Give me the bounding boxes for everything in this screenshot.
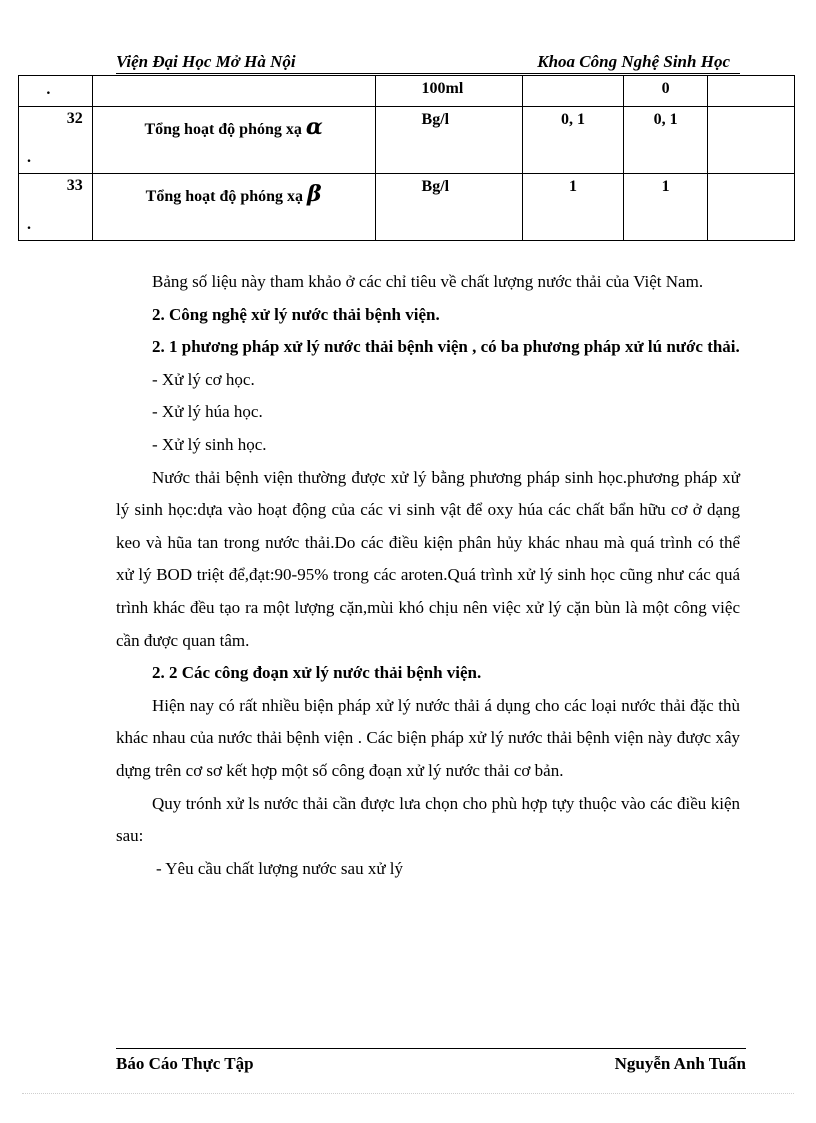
- table-cell-name: [92, 174, 375, 241]
- table-row: [19, 107, 795, 174]
- table-cell-extra: [708, 107, 795, 174]
- unit-value: 100ml: [421, 80, 464, 97]
- section-heading-2-2: 2. 2 Các công đoạn xử lý nước thải bệnh viện.: [152, 663, 482, 683]
- table-cell-value-1: [523, 107, 624, 174]
- table-cell-value-2: [623, 76, 708, 107]
- table-cell-value-1: [523, 76, 624, 107]
- unit-value: Bg/l: [421, 178, 450, 195]
- alpha-symbol: α: [305, 114, 323, 140]
- value-1: 0, 1: [560, 111, 585, 128]
- table-cell-value-1: [523, 174, 624, 241]
- table-cell-unit: [375, 174, 523, 241]
- list-item: - Yêu cầu chất lượng nước sau xử lý: [156, 858, 404, 878]
- value-1: 1: [568, 178, 577, 195]
- header-institute: Viện Đại Học Mở Hà Nội: [116, 52, 296, 71]
- paragraph-intro: Bảng số liệu này tham khảo ở các chỉ tiêu về chất lượng nước thải của Việt Nam.: [152, 272, 704, 291]
- table-cell-stt: [19, 76, 93, 107]
- table-cell-value-2: [623, 107, 708, 174]
- table-cell-stt: [19, 107, 93, 174]
- table-cell-unit: [375, 76, 523, 107]
- paragraph-biological: Nước thải bệnh viện thường được xử lý bằng phương pháp sinh học.phương pháp xử lý sinh học:dựa vào hoạt động của các vi sinh vật để oxy húa các chất bẩn hữu cơ ở dạng keo và hũa tan trong nước thải.Do các điều kiện phân hủy khác nhau mà quá trình có thể xử lý BOD triệt để,đạt:90-95% trong các aroten.Quá trình xử lý sinh học cũng như các quá trình khác đều tạo ra một lượng cặn,mùi khó chịu nên việc xử lý cặn bùn là một công việc cần được quan tâm.: [116, 467, 740, 650]
- paragraph-process: Quy trónh xử ls nước thải cần được lưa chọn cho phù hợp tựy thuộc vào các điều kiện sau:: [116, 793, 740, 846]
- table-cell-unit: [375, 107, 523, 174]
- footer-author: Nguyễn Anh Tuấn: [614, 1054, 746, 1073]
- row-number: 33: [66, 177, 83, 194]
- row-number: 32: [66, 110, 83, 127]
- table-row: [19, 174, 795, 241]
- table-cell-extra: [708, 174, 795, 241]
- list-item: - Xử lý húa học.: [152, 402, 263, 422]
- body-text: [116, 266, 740, 885]
- row-dot: .: [46, 81, 51, 98]
- page-footer: [116, 1048, 746, 1077]
- section-heading-2: 2. Công nghệ xử lý nước thải bệnh viện.: [152, 304, 440, 324]
- value-2: 0: [661, 80, 670, 97]
- unit-value: Bg/l: [421, 111, 450, 128]
- indicator-name: Tổng hoạt độ phóng xạ α: [144, 114, 323, 140]
- page-header: [116, 49, 740, 74]
- standards-table: [18, 75, 795, 241]
- page-bottom-divider: [22, 1093, 794, 1094]
- table-row: [19, 76, 795, 107]
- row-dot: .: [27, 216, 31, 233]
- table-cell-name: [92, 76, 375, 107]
- section-heading-2-1: 2. 1 phương pháp xử lý nước thải bệnh viện , có ba phương pháp xử lú nước thải.: [152, 337, 740, 357]
- table-cell-value-2: [623, 174, 708, 241]
- table-cell-stt: [19, 174, 93, 241]
- row-dot: .: [27, 149, 31, 166]
- beta-symbol: β: [307, 181, 322, 207]
- paragraph-methods: Hiện nay có rất nhiều biện pháp xử lý nước thải á dụng cho các loại nước thải đặc thù khác nhau của nước thải bệnh viện . Các biện pháp xử lý nước thải bệnh viện này được xây dựng trên cơ sơ kết hợp một số công đoạn xử lý nước thải cơ bản.: [116, 695, 740, 780]
- list-item: - Xử lý cơ học.: [152, 369, 255, 389]
- list-item: - Xử lý sinh học.: [152, 434, 267, 454]
- footer-report-title: Báo Cáo Thực Tập: [116, 1054, 254, 1073]
- value-2: 0, 1: [653, 111, 678, 128]
- value-2: 1: [661, 178, 670, 195]
- table-cell-extra: [708, 76, 795, 107]
- header-faculty: Khoa Công Nghệ Sinh Học: [537, 52, 730, 71]
- indicator-name: Tổng hoạt độ phóng xạ β: [145, 181, 322, 207]
- table-cell-name: [92, 107, 375, 174]
